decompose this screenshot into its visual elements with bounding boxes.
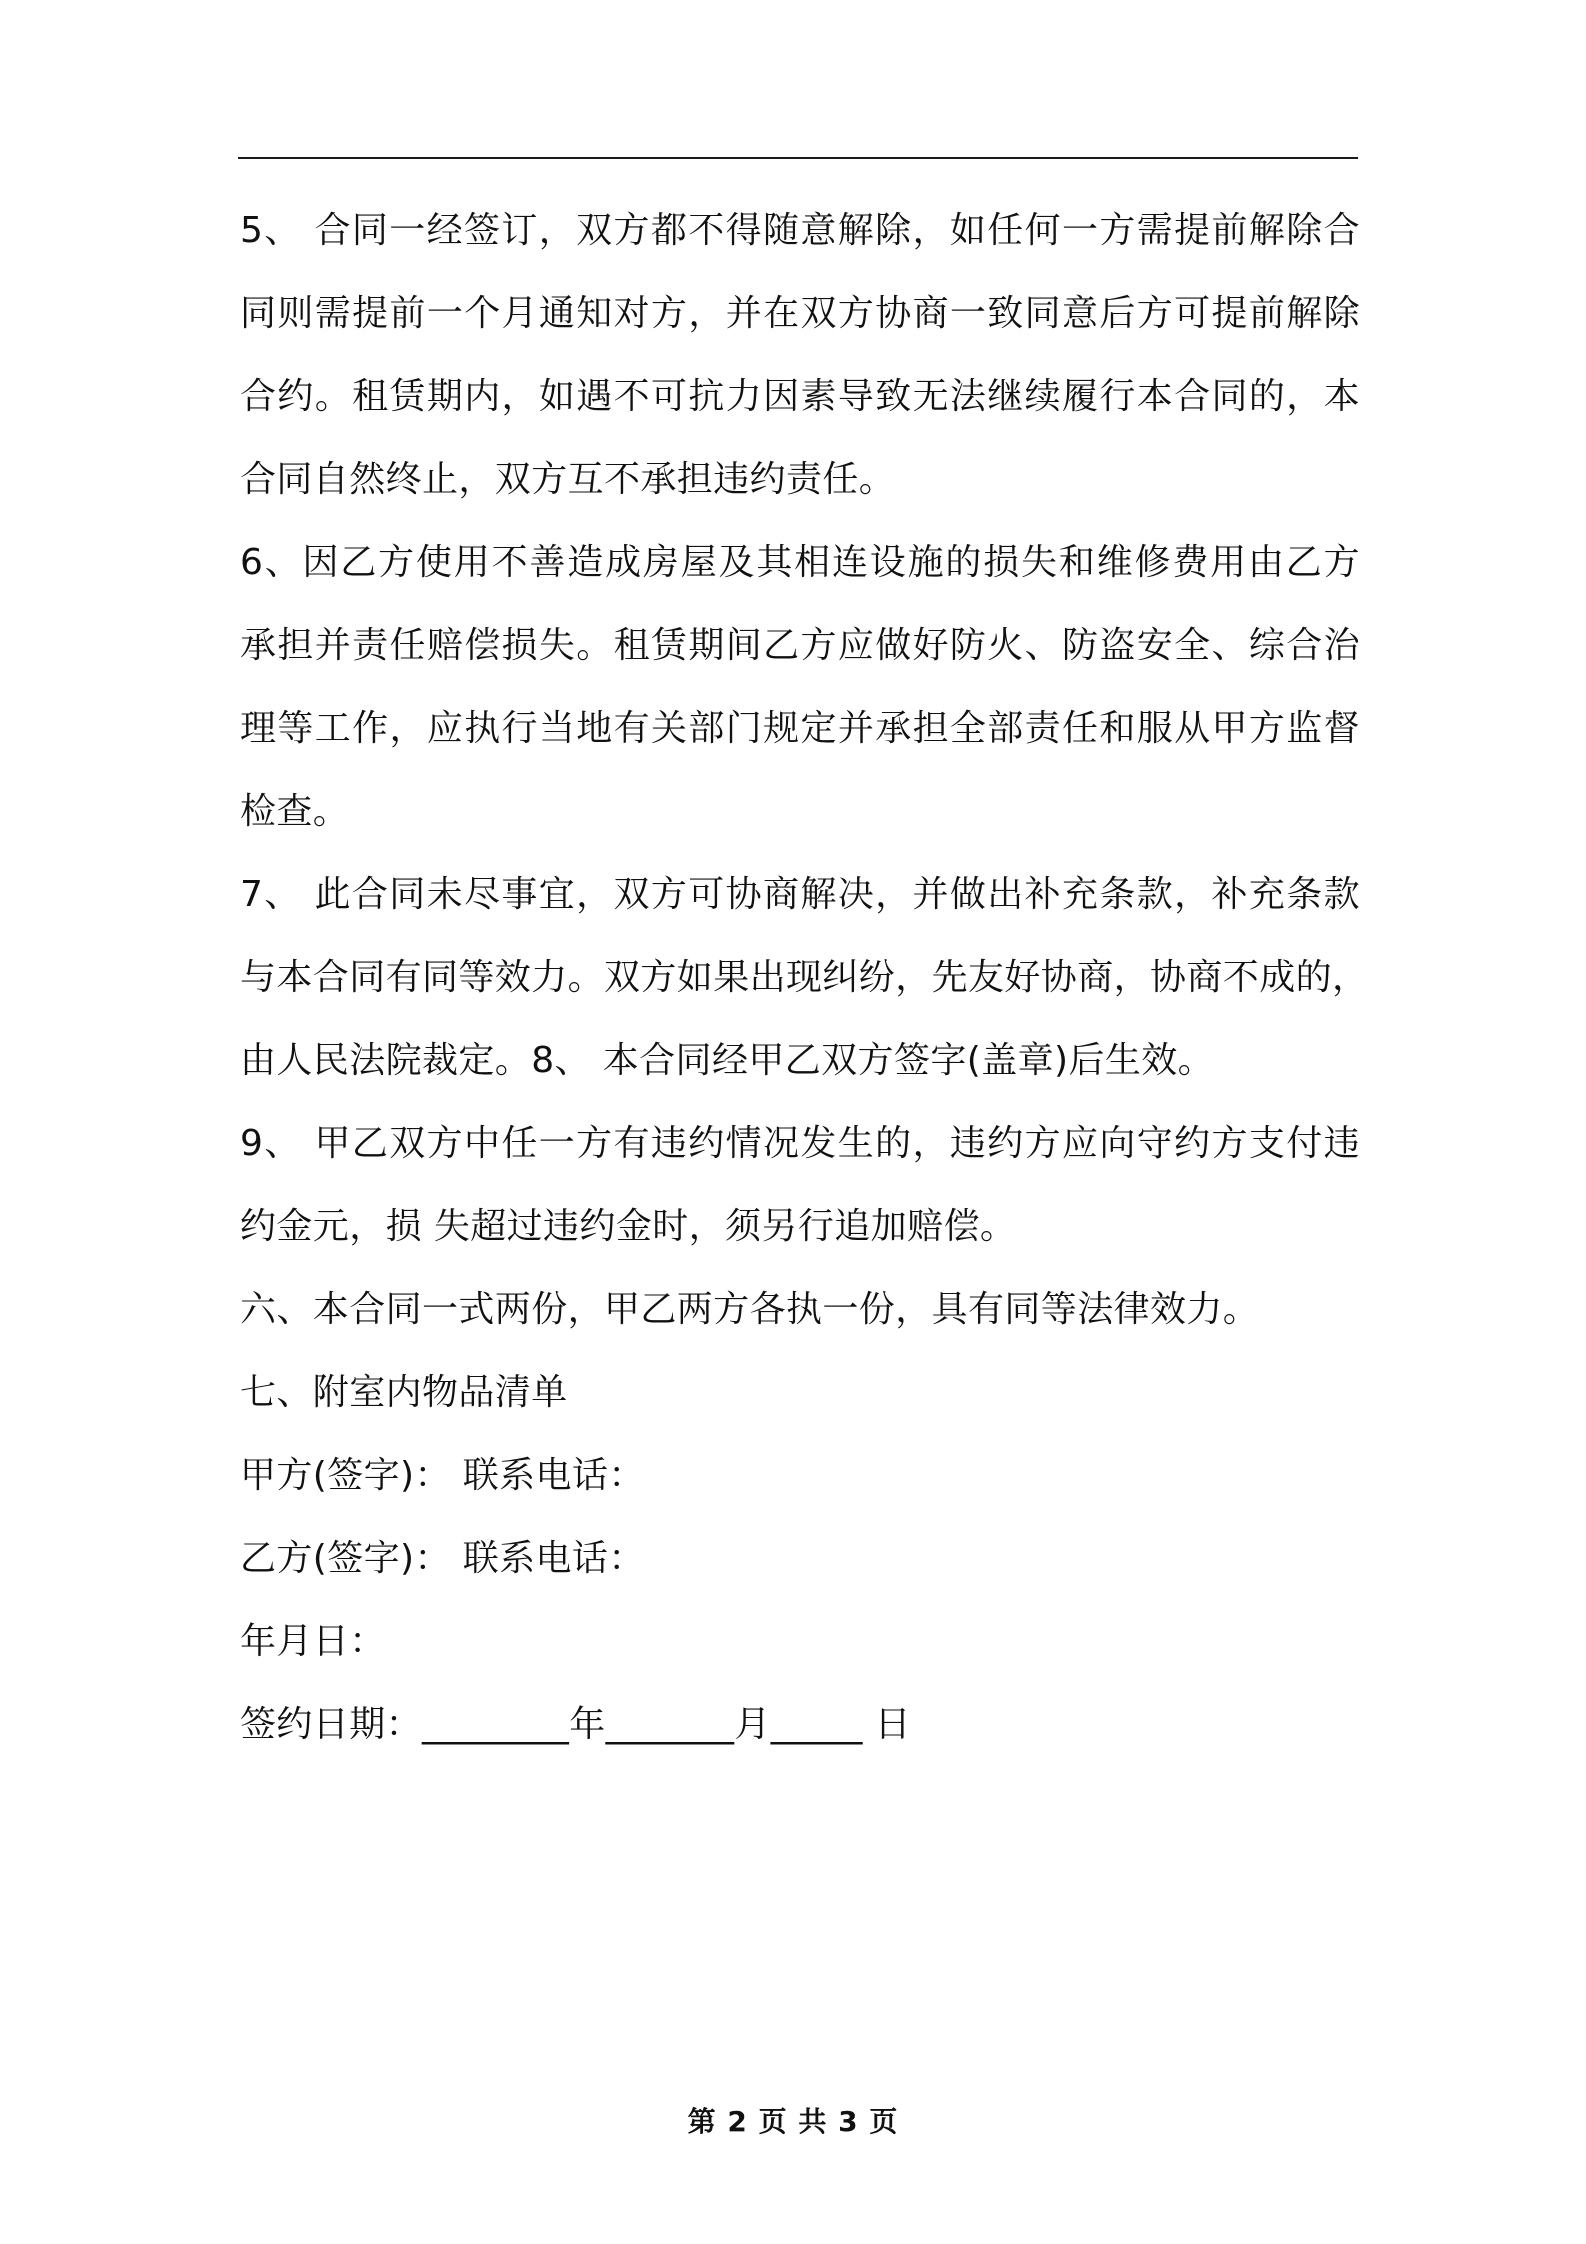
clause-5-line-4: 合同自然终止，双方互不承担违约责任。 [240, 459, 896, 500]
clause-7-8-line-3: 由人民法院裁定。8、 本合同经甲乙双方签字(盖章)后生效。 [240, 1040, 1215, 1081]
clause-9-line-1: 9、 甲乙双方中任一方有违约情况发生的，违约方应向守约方支付违 [240, 1123, 1360, 1164]
clause-6-line-2: 承担并责任赔偿损失。租赁期间乙方应做好防火、防盗安全、综合治 [240, 625, 1360, 666]
clause-7-line-2: 与本合同有同等效力。双方如果出现纠纷，先友好协商，协商不成的， [240, 957, 1369, 998]
date-label: 年月日： [240, 1621, 386, 1662]
header-rule [238, 157, 1358, 159]
clause-6-line-3: 理等工作，应执行当地有关部门规定并承担全部责任和服从甲方监督 [240, 708, 1360, 749]
clause-6-line-1: 6、因乙方使用不善造成房屋及其相连设施的损失和维修费用由乙方 [240, 542, 1360, 583]
section-6-copies: 六、本合同一式两份，甲乙两方各执一份，具有同等法律效力。 [240, 1289, 1260, 1330]
document-body [240, 196, 1369, 1773]
clause-5-line-1: 5、 合同一经签订，双方都不得随意解除，如任何一方需提前解除合 [240, 210, 1360, 251]
party-a-signature: 甲方(签字)： 联系电话： [240, 1455, 645, 1496]
party-b-signature: 乙方(签字)： 联系电话： [240, 1538, 645, 1579]
section-7-inventory: 七、附室内物品清单 [240, 1372, 568, 1413]
page-number: 第 2 页 共 3 页 [687, 2105, 899, 2138]
signing-date: 签约日期：________年_______月_____ 日 [240, 1704, 912, 1745]
clause-6-line-4: 检查。 [240, 791, 350, 832]
clause-5-line-2: 同则需提前一个月通知对方，并在双方协商一致同意后方可提前解除 [240, 293, 1360, 334]
clause-7-line-1: 7、 此合同未尽事宜，双方可协商解决，并做出补充条款，补充条款 [240, 874, 1360, 915]
clause-9-line-2: 约金元，损 失超过违约金时，须另行追加赔偿。 [240, 1206, 1017, 1247]
clause-5-line-3: 合约。租赁期内，如遇不可抗力因素导致无法继续履行本合同的，本 [240, 376, 1360, 417]
